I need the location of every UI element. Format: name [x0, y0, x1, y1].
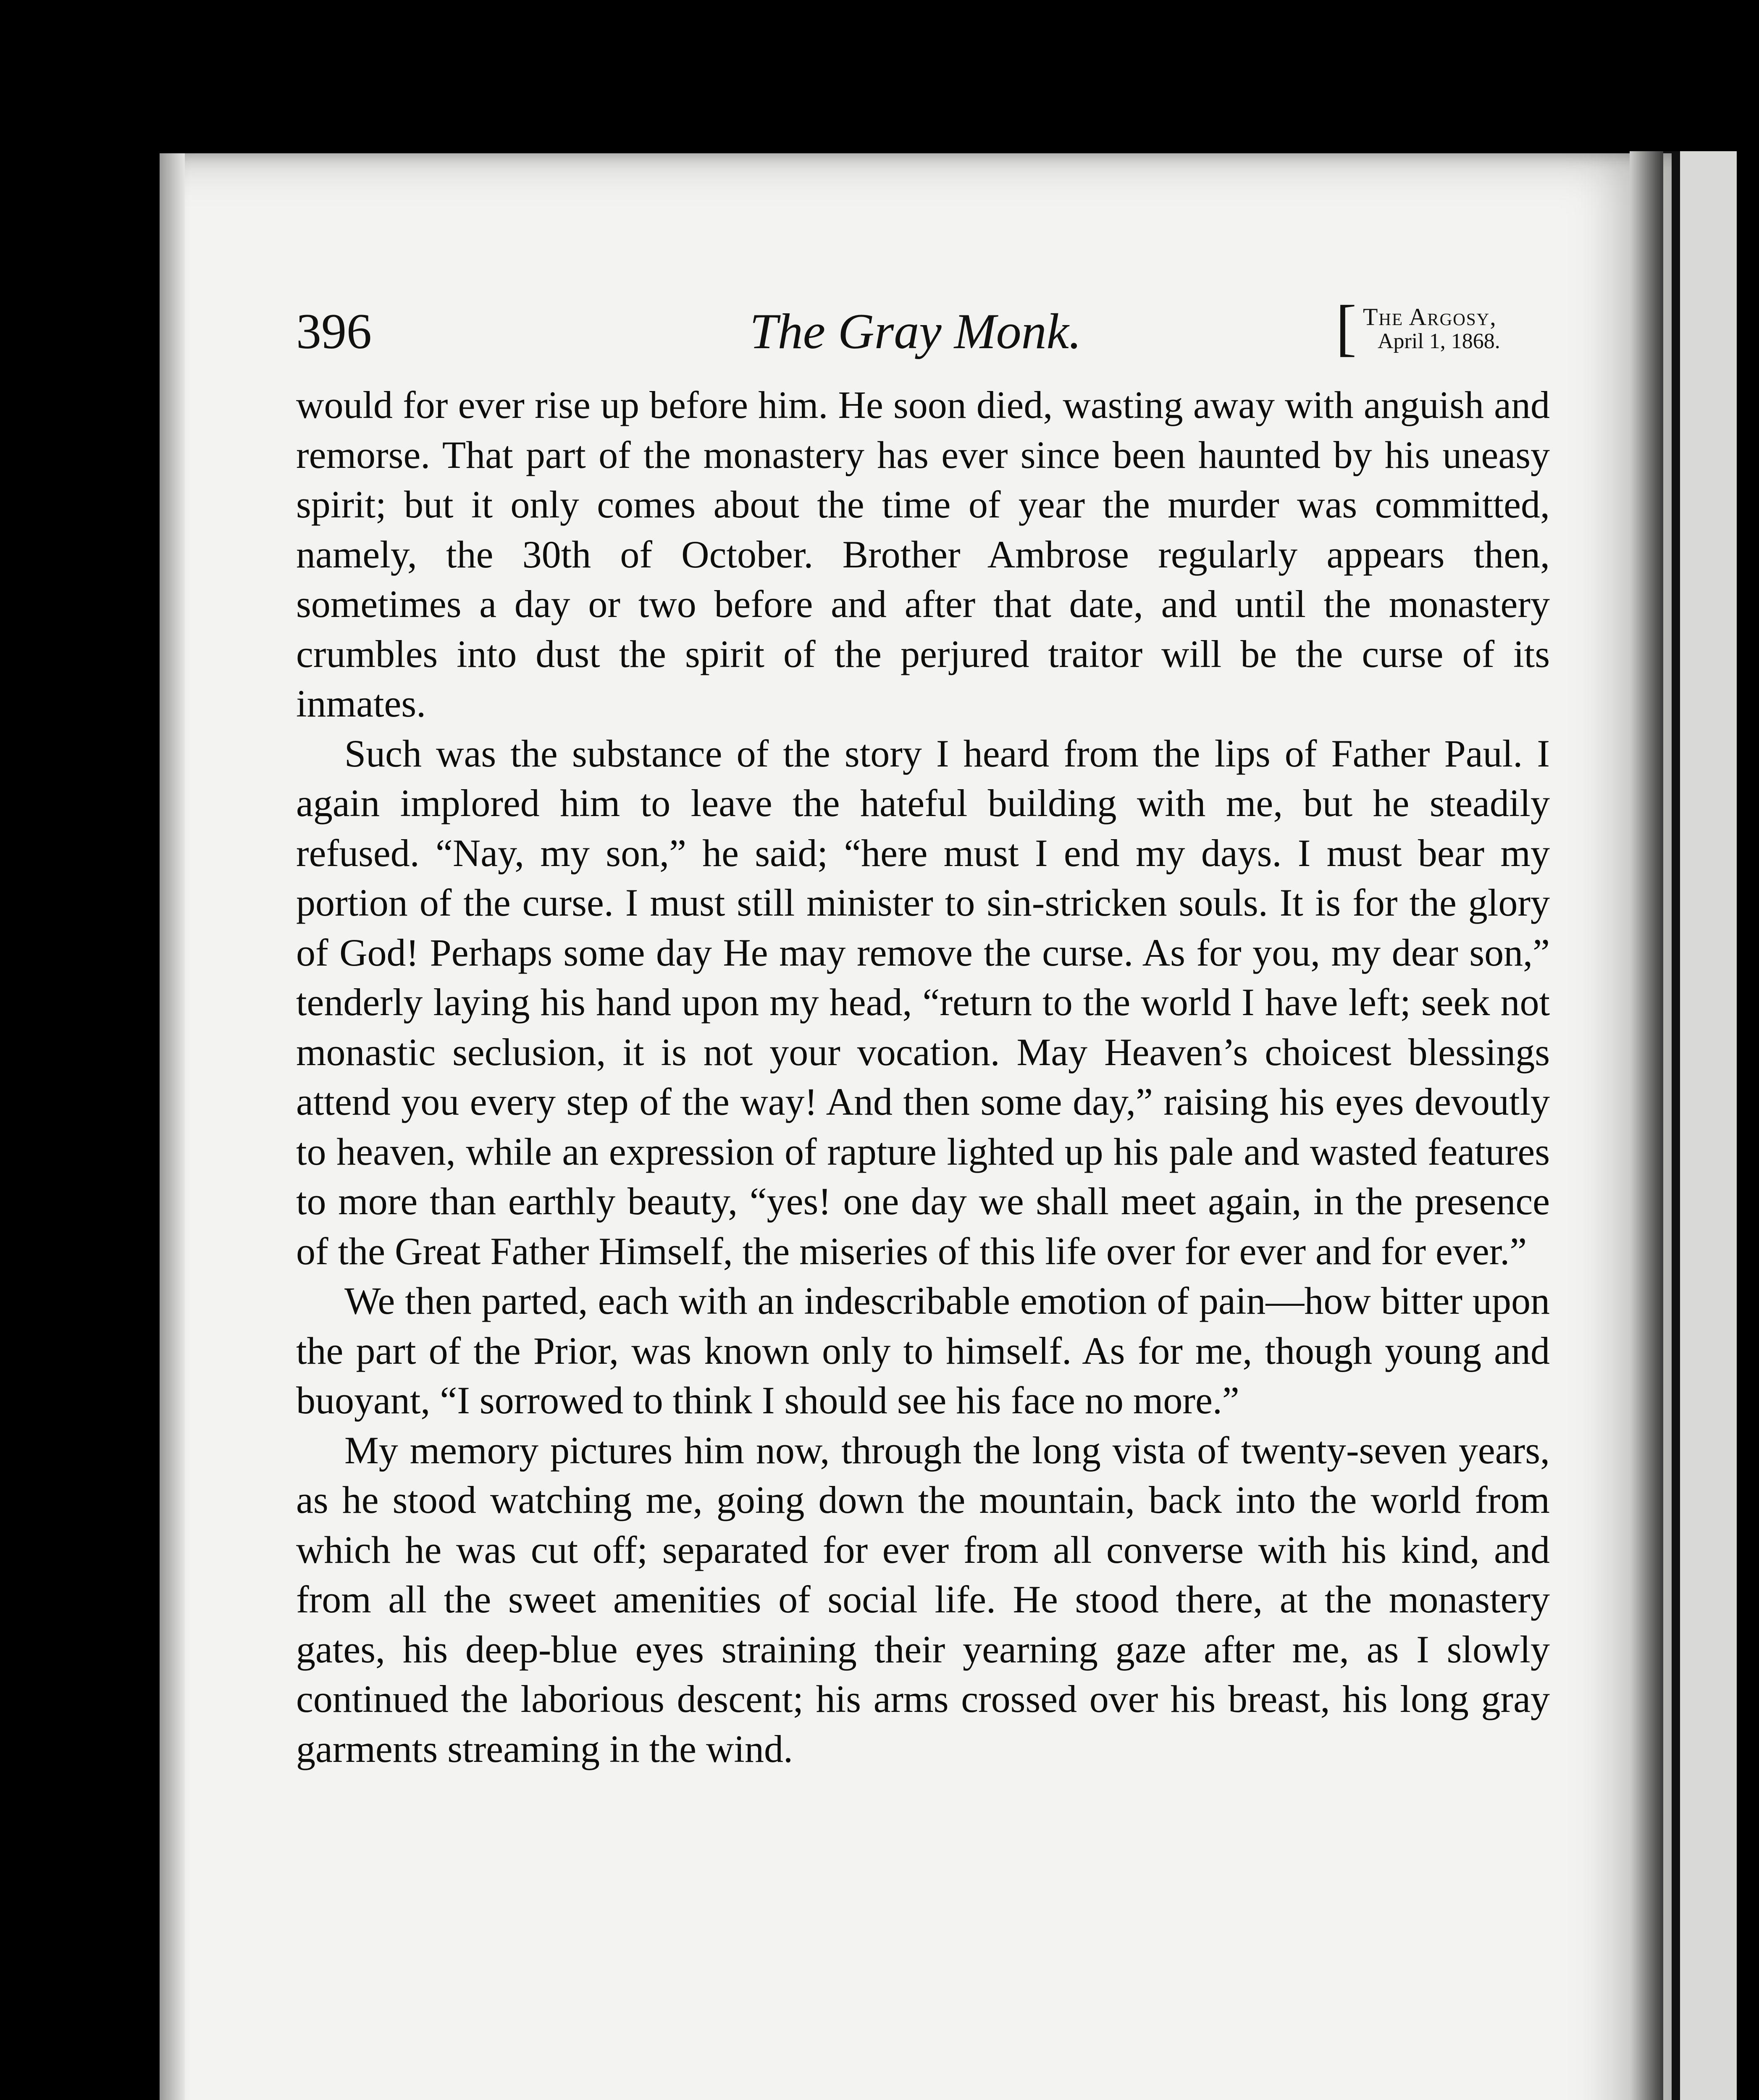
page-number: 396: [296, 303, 372, 359]
source-bracket: [: [1336, 293, 1357, 362]
paragraph-1: would for ever rise up before him. He soon died, wasting away with anguish and remorse. That part of the monastery has ever since been haunted by his uneasy spirit; but it only comes about the time of year the murder was committed, namely, the 30th of October. Brother Ambrose regularly appears then, sometimes a day or two before and after that date, and until the monastery crumbles into dust the spirit of the perjured traitor will be the curse of its inmates.: [296, 383, 1550, 725]
running-title: The Gray Monk.: [750, 303, 1082, 359]
page-left-edge: [160, 153, 185, 2100]
source-publication: The Argosy,: [1363, 303, 1497, 331]
body-text: [296, 380, 1550, 1774]
page-gutter: [1630, 151, 1663, 2100]
paragraph-3: We then parted, each with an indescribable emotion of pain—how bitter upon the part of the Prior, was known only to himself. As for me, though young and buoyant, “I sorrowed to think I should see his face no more.”: [296, 1279, 1550, 1422]
facing-page-edge: [1674, 151, 1737, 2100]
paragraph-2: Such was the substance of the story I heard from the lips of Father Paul. I again implored him to leave the hateful building with me, but he steadily refused. “Nay, my son,” he said; “here must I end my days. I must bear my portion of the curse. I must still minister to sin-stricken souls. It is for the glory of God! Perhaps some day He may remove the curse. As for you, my dear son,” tenderly laying his hand upon my head, “return to the world I have left; seek not monastic seclusion, it is not your vocation. May Heaven’s choicest blessings attend you every step of the way! And then some day,” raising his eyes devoutly to heaven, while an expression of rapture lighted up his pale and wasted features to more than earthly beauty, “yes! one day we shall meet again, in the presence of the Great Father Himself, the miseries of this life over for ever and for ever.”: [296, 732, 1550, 1273]
source-date: April 1, 1868.: [1378, 329, 1500, 353]
source-citation: [1363, 304, 1548, 353]
running-header: [296, 294, 1556, 378]
paragraph-4: My memory pictures him now, through the long vista of twenty-seven years, as he stood watching me, going down the mountain, back into the world from which he was cut off; separated for ever from all converse with his kind, and from all the sweet amenities of social life. He stood there, at the monastery gates, his deep-blue eyes straining their yearning gaze after me, as I slowly continued the laborious descent; his arms crossed over his breast, his long gray garments streaming in the wind.: [296, 1428, 1550, 1770]
